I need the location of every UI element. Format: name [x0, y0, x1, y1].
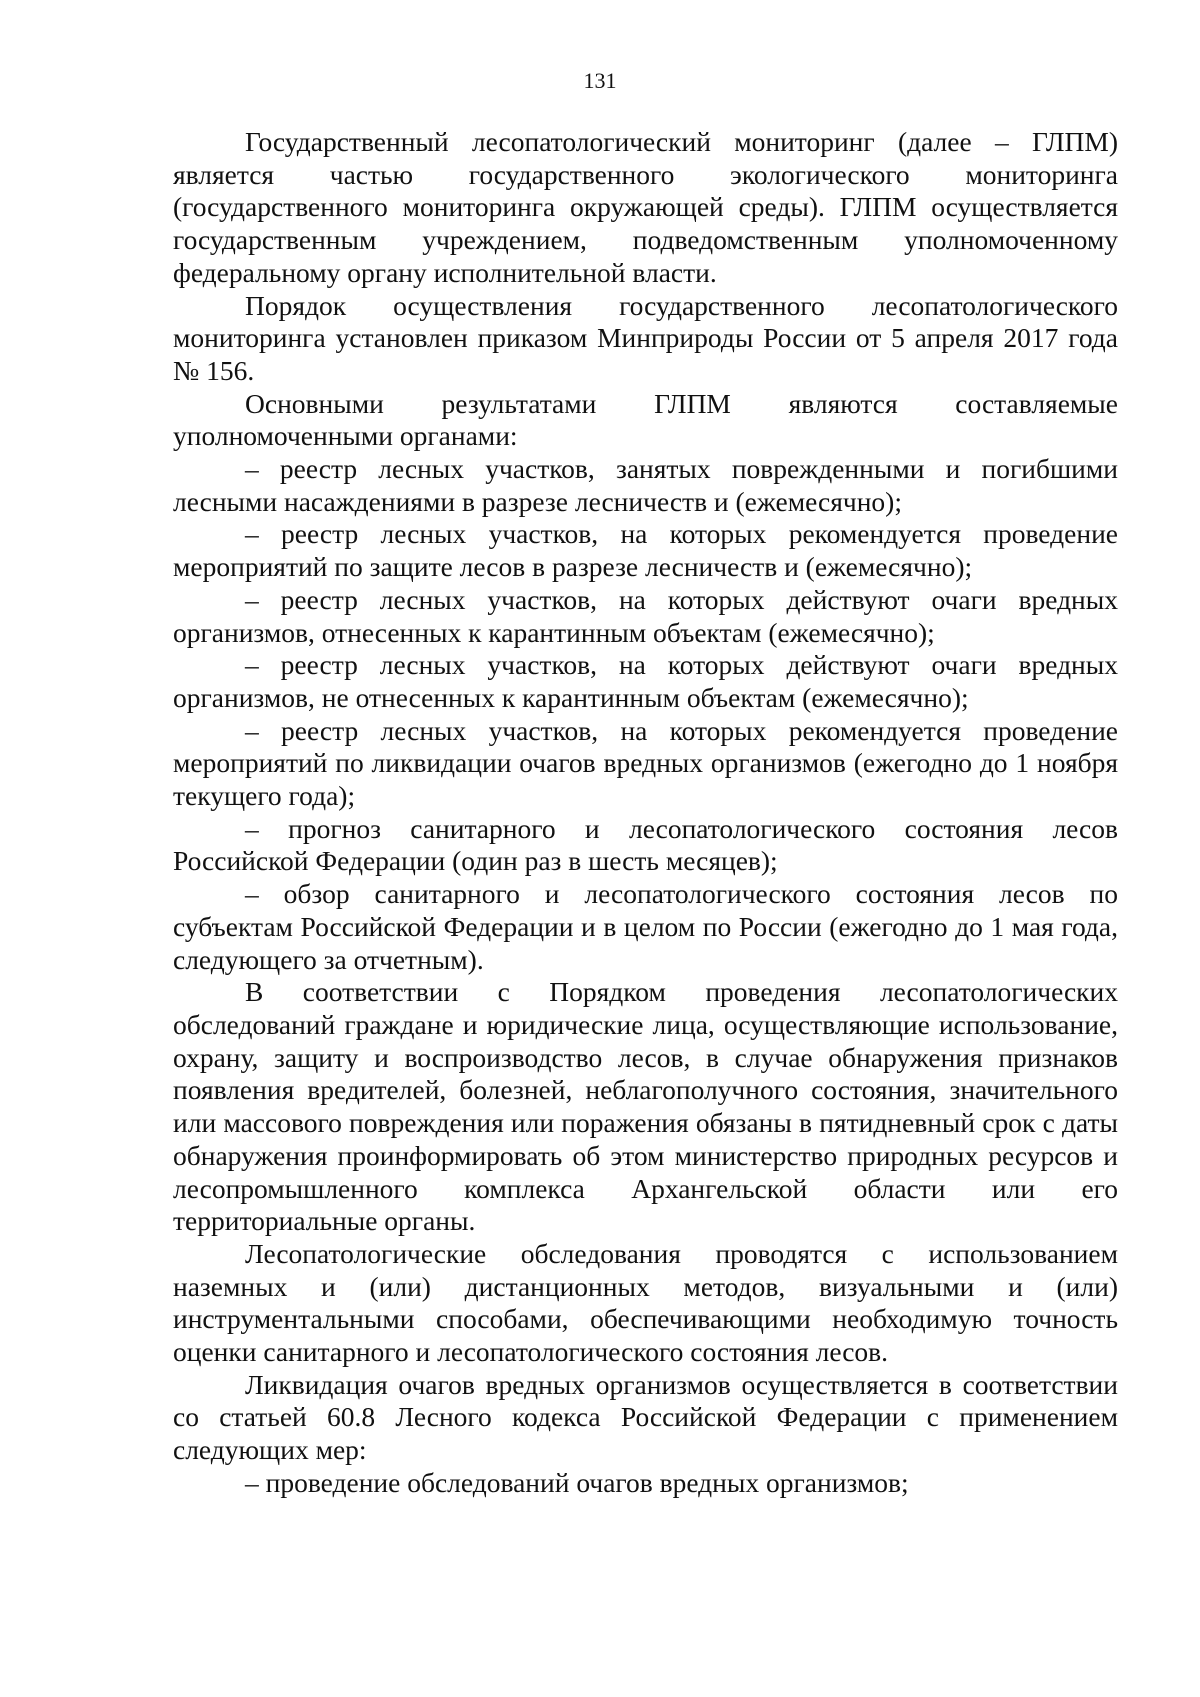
list-item-forecast: – прогноз санитарного и лесопатологического состояния лесов Российской Федерации (один раз в шесть месяцев); — [173, 812, 1118, 877]
paragraph-survey-obligations: В соответствии с Порядком проведения лесопатологических обследований граждане и юридические лица, осуществляющие использование, охрану, защиту и воспроизводство лесов, в случае обнаружения признаков появления вредителей, болезней, неблагополучного состояния, значительного или массового повреждения или поражения обязаны в пятидневный срок с даты обнаружения проинформировать об этом министерство природных ресурсов и лесопромышленного комплекса Архангельской области или его территориальные органы. — [173, 976, 1118, 1237]
paragraph-survey-methods: Лесопатологические обследования проводятся с использованием наземных и (или) дистанционных методов, визуальными и (или) инструментальными способами, обеспечивающими необходимую точность оценки санитарного и лесопатологического состояния лесов. — [173, 1237, 1118, 1368]
list-item-non-quarantine-pests-registry: – реестр лесных участков, на которых действуют очаги вредных организмов, не отнесенных к карантинным объектам (ежемесячно); — [173, 649, 1118, 713]
list-item-protection-measures-registry: – реестр лесных участков, на которых рекомендуется проведение мероприятий по защите лесов в разрезе лесничеств и (ежемесячно); — [173, 518, 1118, 583]
document-body — [173, 126, 1118, 1500]
paragraph-monitoring-order: Порядок осуществления государственного лесопатологического мониторинга установлен приказом Минприроды России от 5 апреля 2017 года № 156. — [173, 289, 1118, 386]
paragraph-main-results: Основными результатами ГЛПМ являются составляемые уполномоченными органами: — [173, 387, 1118, 452]
list-item-outbreak-surveys: – проведение обследований очагов вредных организмов; — [245, 1466, 909, 1498]
page-number: 131 — [583, 68, 617, 93]
paragraph-glpm-definition: Государственный лесопатологический мониторинг (далее – ГЛПМ) является частью государственного экологического мониторинга (государственного мониторинга окружающей среды). ГЛПМ осуществляется государственным учреждением, подведомственным уполномоченному федеральному органу исполнительной власти. — [173, 126, 1118, 288]
list-item-quarantine-pests-registry: – реестр лесных участков, на которых действуют очаги вредных организмов, отнесенных к карантинным объектам (ежемесячно); — [173, 583, 1118, 648]
list-item-damaged-plantations-registry: – реестр лесных участков, занятых поврежденными и погибшими лесными насаждениями в разрезе лесничеств и (ежемесячно); — [173, 453, 1118, 517]
list-item-review: – обзор санитарного и лесопатологического состояния лесов по субъектам Российской Федерации и в целом по России (ежегодно до 1 мая года, следующего за отчетным). — [173, 878, 1118, 975]
paragraph-outbreak-liquidation: Ликвидация очагов вредных организмов осуществляется в соответствии со статьей 60.8 Лесного кодекса Российской Федерации с применением следующих мер: — [173, 1368, 1118, 1466]
list-item-liquidation-measures-registry: – реестр лесных участков, на которых рекомендуется проведение мероприятий по ликвидации очагов вредных организмов (ежегодно до 1 ноября текущего года); — [173, 714, 1118, 812]
